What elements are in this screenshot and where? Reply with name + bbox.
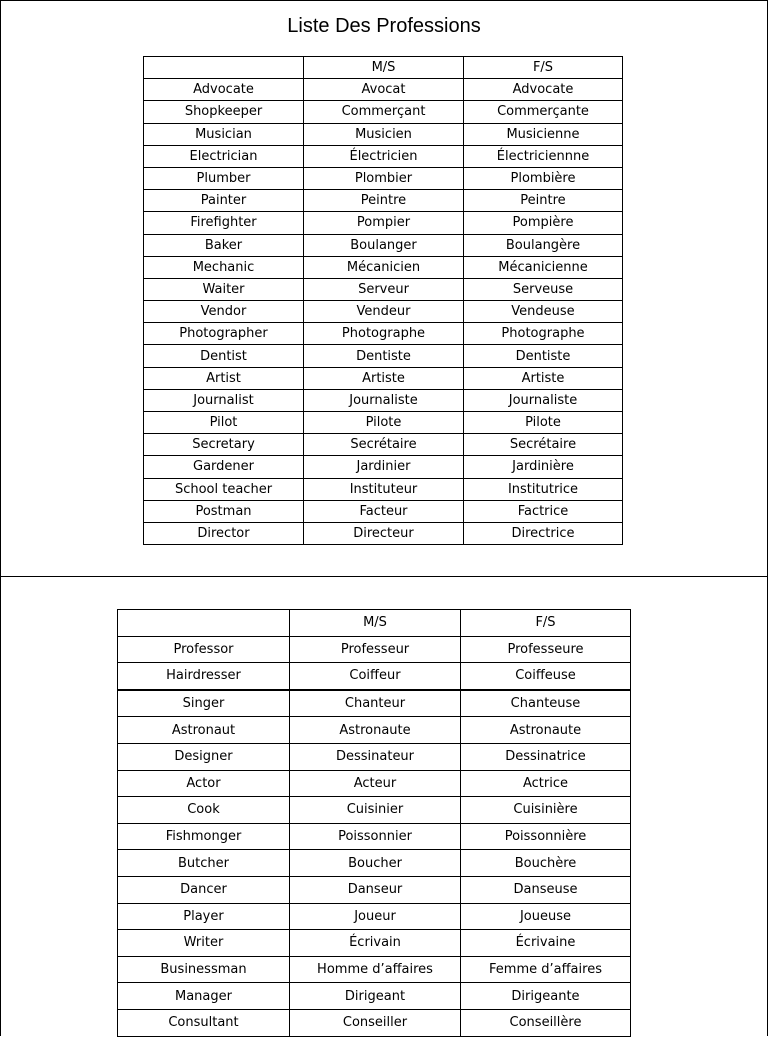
cell-feminine: Directrice — [464, 522, 623, 544]
table-row — [144, 212, 623, 234]
cell-english: Journalist — [144, 389, 304, 411]
cell-feminine: Électriciennne — [464, 145, 623, 167]
cell-english: Director — [144, 522, 304, 544]
cell-masculine: Artiste — [304, 367, 464, 389]
table-row — [144, 456, 623, 478]
table-row — [144, 434, 623, 456]
cell-masculine: Boucher — [290, 850, 461, 877]
cell-masculine: Conseiller — [290, 1009, 461, 1036]
cell-english: Mechanic — [144, 256, 304, 278]
table-row — [118, 903, 631, 930]
cell-feminine: Factrice — [464, 500, 623, 522]
cell-feminine: Secrétaire — [464, 434, 623, 456]
cell-feminine: Plombière — [464, 167, 623, 189]
cell-english: Musician — [144, 123, 304, 145]
cell-english: Fishmonger — [118, 823, 290, 850]
cell-english: Artist — [144, 367, 304, 389]
cell-feminine: Advocate — [464, 79, 623, 101]
cell-english: Writer — [118, 930, 290, 957]
cell-english: Professor — [118, 636, 290, 663]
cell-masculine: Homme d’affaires — [290, 956, 461, 983]
cell-masculine: Journaliste — [304, 389, 464, 411]
cell-masculine: Professeur — [290, 636, 461, 663]
cell-english: Butcher — [118, 850, 290, 877]
cell-english: Astronaut — [118, 717, 290, 744]
cell-english: Hairdresser — [118, 663, 290, 690]
cell-masculine: Plombier — [304, 167, 464, 189]
cell-masculine: Poissonnier — [290, 823, 461, 850]
cell-masculine: Coiffeur — [290, 663, 461, 690]
cell-masculine: Électricien — [304, 145, 464, 167]
cell-masculine: Pilote — [304, 412, 464, 434]
table-row — [144, 190, 623, 212]
header-cell-english — [118, 610, 290, 637]
cell-feminine: Vendeuse — [464, 301, 623, 323]
cell-masculine: Danseur — [290, 876, 461, 903]
cell-feminine: Astronaute — [461, 717, 631, 744]
table-row — [144, 389, 623, 411]
cell-english: Postman — [144, 500, 304, 522]
table-row — [144, 123, 623, 145]
cell-feminine: Professeure — [461, 636, 631, 663]
cell-masculine: Joueur — [290, 903, 461, 930]
table-row — [118, 876, 631, 903]
cell-english: Dentist — [144, 345, 304, 367]
cell-feminine: Dirigeante — [461, 983, 631, 1010]
table-row — [118, 930, 631, 957]
cell-english: Firefighter — [144, 212, 304, 234]
cell-feminine: Jardinière — [464, 456, 623, 478]
cell-feminine: Dentiste — [464, 345, 623, 367]
cell-masculine: Écrivain — [290, 930, 461, 957]
cell-feminine: Pilote — [464, 412, 623, 434]
table-row — [144, 101, 623, 123]
header-cell-feminine: F/S — [461, 610, 631, 637]
table-row — [118, 823, 631, 850]
table-row — [118, 770, 631, 797]
cell-english: Manager — [118, 983, 290, 1010]
cell-masculine: Photographe — [304, 323, 464, 345]
cell-english: Baker — [144, 234, 304, 256]
cell-masculine: Musicien — [304, 123, 464, 145]
cell-masculine: Secrétaire — [304, 434, 464, 456]
header-cell-masculine: M/S — [290, 610, 461, 637]
table-row — [144, 367, 623, 389]
table-row — [118, 663, 631, 690]
cell-feminine: Femme d’affaires — [461, 956, 631, 983]
cell-english: Player — [118, 903, 290, 930]
cell-english: Pilot — [144, 412, 304, 434]
table-row — [144, 256, 623, 278]
cell-feminine: Peintre — [464, 190, 623, 212]
cell-feminine: Serveuse — [464, 278, 623, 300]
cell-english: Advocate — [144, 79, 304, 101]
header-cell-english — [144, 57, 304, 79]
cell-feminine: Poissonnière — [461, 823, 631, 850]
cell-feminine: Commerçante — [464, 101, 623, 123]
cell-english: Gardener — [144, 456, 304, 478]
cell-feminine: Danseuse — [461, 876, 631, 903]
cell-feminine: Artiste — [464, 367, 623, 389]
cell-masculine: Dirigeant — [290, 983, 461, 1010]
table-row — [118, 983, 631, 1010]
professions-table-2 — [117, 609, 631, 1037]
cell-masculine: Serveur — [304, 278, 464, 300]
cell-masculine: Chanteur — [290, 690, 461, 717]
cell-english: Businessman — [118, 956, 290, 983]
cell-feminine: Boulangère — [464, 234, 623, 256]
cell-english: Singer — [118, 690, 290, 717]
table-row — [118, 743, 631, 770]
table-row — [118, 797, 631, 824]
cell-masculine: Peintre — [304, 190, 464, 212]
table-row — [118, 956, 631, 983]
cell-english: Painter — [144, 190, 304, 212]
cell-english: Shopkeeper — [144, 101, 304, 123]
cell-english: Electrician — [144, 145, 304, 167]
table-row — [144, 167, 623, 189]
cell-masculine: Pompier — [304, 212, 464, 234]
cell-masculine: Dessinateur — [290, 743, 461, 770]
table-header-row — [118, 610, 631, 637]
table-row — [118, 636, 631, 663]
cell-masculine: Cuisinier — [290, 797, 461, 824]
cell-masculine: Boulanger — [304, 234, 464, 256]
cell-english: Dancer — [118, 876, 290, 903]
table-row — [144, 478, 623, 500]
cell-masculine: Directeur — [304, 522, 464, 544]
cell-english: Photographer — [144, 323, 304, 345]
professions-table-1 — [143, 56, 623, 545]
cell-feminine: Musicienne — [464, 123, 623, 145]
cell-feminine: Joueuse — [461, 903, 631, 930]
table-row — [118, 690, 631, 717]
cell-feminine: Actrice — [461, 770, 631, 797]
table-row — [118, 717, 631, 744]
cell-english: Designer — [118, 743, 290, 770]
table-row — [144, 323, 623, 345]
cell-masculine: Dentiste — [304, 345, 464, 367]
table-row — [144, 412, 623, 434]
slide-2 — [0, 576, 768, 1036]
cell-feminine: Cuisinière — [461, 797, 631, 824]
table-row — [144, 522, 623, 544]
cell-masculine: Facteur — [304, 500, 464, 522]
cell-feminine: Chanteuse — [461, 690, 631, 717]
cell-masculine: Jardinier — [304, 456, 464, 478]
cell-english: Actor — [118, 770, 290, 797]
cell-feminine: Bouchère — [461, 850, 631, 877]
table-row — [144, 345, 623, 367]
cell-masculine: Acteur — [290, 770, 461, 797]
cell-feminine: Institutrice — [464, 478, 623, 500]
cell-english: Plumber — [144, 167, 304, 189]
cell-feminine: Conseillère — [461, 1009, 631, 1036]
cell-masculine: Commerçant — [304, 101, 464, 123]
cell-feminine: Mécanicienne — [464, 256, 623, 278]
cell-english: Vendor — [144, 301, 304, 323]
cell-feminine: Dessinatrice — [461, 743, 631, 770]
header-cell-masculine: M/S — [304, 57, 464, 79]
table-row — [144, 278, 623, 300]
table-row — [118, 850, 631, 877]
cell-feminine: Pompière — [464, 212, 623, 234]
cell-feminine: Journaliste — [464, 389, 623, 411]
table-row — [144, 79, 623, 101]
table-row — [144, 145, 623, 167]
cell-masculine: Avocat — [304, 79, 464, 101]
cell-english: Waiter — [144, 278, 304, 300]
table-row — [144, 234, 623, 256]
page-title: Liste Des Professions — [287, 15, 481, 37]
cell-english: Consultant — [118, 1009, 290, 1036]
cell-masculine: Vendeur — [304, 301, 464, 323]
table-header-row — [144, 57, 623, 79]
table-row — [118, 1009, 631, 1036]
cell-english: School teacher — [144, 478, 304, 500]
header-cell-feminine: F/S — [464, 57, 623, 79]
table-row — [144, 301, 623, 323]
cell-feminine: Écrivaine — [461, 930, 631, 957]
cell-feminine: Photographe — [464, 323, 623, 345]
cell-english: Cook — [118, 797, 290, 824]
cell-masculine: Instituteur — [304, 478, 464, 500]
cell-masculine: Mécanicien — [304, 256, 464, 278]
cell-masculine: Astronaute — [290, 717, 461, 744]
cell-english: Secretary — [144, 434, 304, 456]
table-row — [144, 500, 623, 522]
cell-feminine: Coiffeuse — [461, 663, 631, 690]
